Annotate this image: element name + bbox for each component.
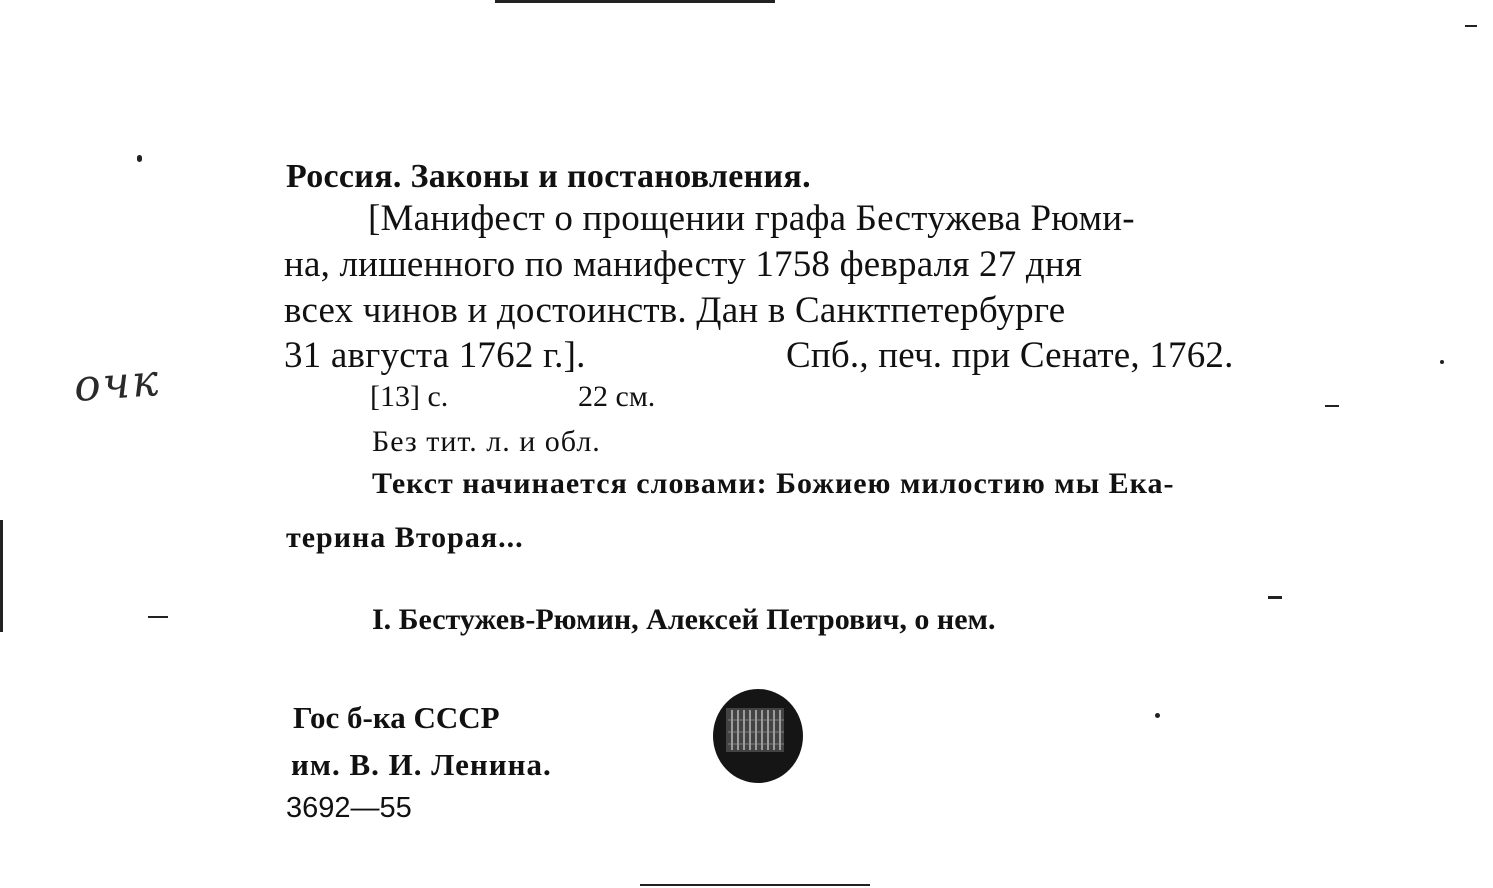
library-name: Гос б-ка СССР bbox=[293, 700, 500, 735]
speck bbox=[1440, 360, 1444, 364]
collation-pages: [13] с. bbox=[370, 380, 449, 413]
note-line-2: Текст начинается словами: Божиею милостию мы Ека- bbox=[372, 467, 1175, 500]
library-dedication: им. В. И. Ленина. bbox=[291, 747, 552, 782]
speck bbox=[1325, 405, 1339, 407]
library-stamp bbox=[710, 686, 806, 786]
handwritten-mark: очк bbox=[72, 355, 162, 412]
top-scan-line bbox=[495, 0, 775, 3]
subject-entry: I. Бестужев-Рюмин, Алексей Петрович, о нем. bbox=[372, 603, 996, 636]
description-line-4: 31 августа 1762 г.]. bbox=[284, 335, 586, 376]
bottom-scan-line bbox=[640, 884, 870, 886]
left-scan-line bbox=[0, 520, 3, 632]
speck bbox=[1155, 713, 1160, 718]
card-number: 3692—55 bbox=[286, 792, 412, 824]
note-line-1: Без тит. л. и обл. bbox=[372, 425, 601, 458]
collation-size: 22 см. bbox=[578, 380, 656, 413]
description-line-3: всех чинов и достоинств. Дан в Санктпетербурге bbox=[284, 290, 1066, 331]
speck bbox=[1465, 25, 1477, 27]
description-line-2: на, лишенного по манифесту 1758 февраля 27 дня bbox=[284, 244, 1083, 285]
card-heading: Россия. Законы и постановления. bbox=[286, 158, 811, 195]
speck bbox=[1268, 596, 1282, 599]
speck bbox=[148, 616, 168, 618]
imprint: Спб., печ. при Сенате, 1762. bbox=[786, 335, 1234, 376]
speck bbox=[137, 155, 142, 162]
note-line-3: терина Вторая... bbox=[286, 521, 524, 554]
description-line-1: [Манифест о прощении графа Бестужева Рюми- bbox=[368, 198, 1135, 239]
